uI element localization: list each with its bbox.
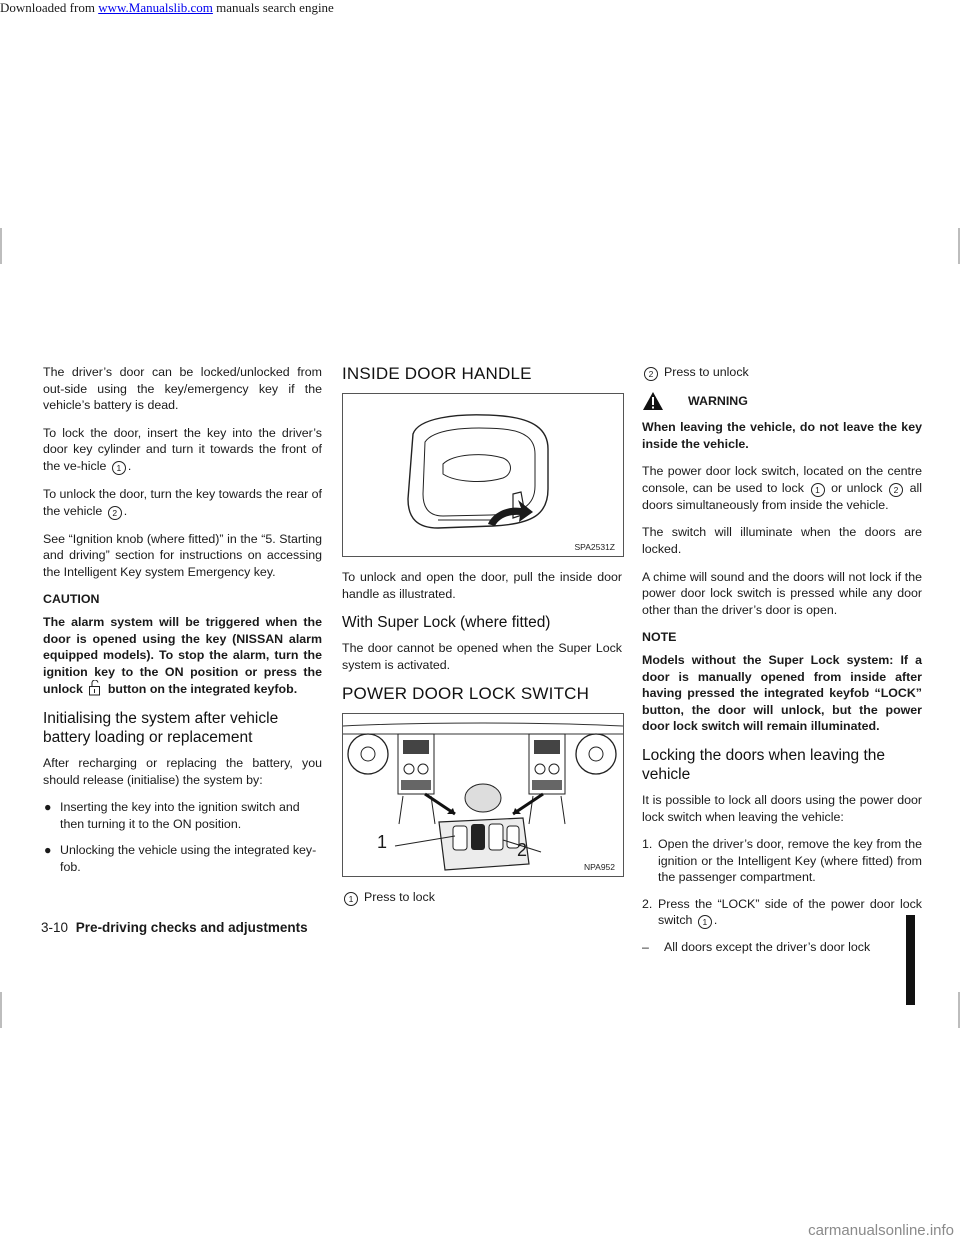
unlock-key-icon <box>88 680 102 696</box>
page-number: 3-10 <box>41 920 69 935</box>
door-handle-illustration <box>343 394 623 556</box>
header-prefix: Downloaded from <box>0 0 99 15</box>
section-heading: INSIDE DOOR HANDLE <box>342 364 532 383</box>
list-item: 1. Open the driver’s door, remove the key from the ignition or the Intelligent Key (where fitted) from the passenger compartment. <box>642 837 922 885</box>
caution-title: CAUTION <box>43 592 100 607</box>
marker-1-icon: 1 <box>811 483 825 497</box>
chapter-title: Pre-driving checks and adjustments <box>75 920 308 935</box>
list-item: ● Inserting the key into the ignition switch and then turning it to the ON position. <box>44 800 300 831</box>
paragraph: To lock the door, insert the key into the driver’s door key cylinder and turn it towards the front of the ve-hicle 1 . <box>43 425 322 473</box>
figure-code: SPA2531Z <box>574 542 615 552</box>
paragraph: The switch will illuminate when the doors are locked. <box>642 525 922 556</box>
section-heading: POWER DOOR LOCK SWITCH <box>342 684 590 704</box>
section-subheading: Locking the doors when leaving the vehicle <box>642 746 885 783</box>
paragraph: A chime will sound and the doors will not lock if the power door lock switch is pressed while any door other than the driver’s door is open. <box>642 569 922 617</box>
figure-code: NPA952 <box>583 862 615 873</box>
header-suffix: manuals search engine <box>212 0 334 15</box>
manualslib-link[interactable]: www.Manualslib.com <box>98 0 213 15</box>
list-item: 2. Press the “LOCK” side of the power door lock switch 1 . <box>642 896 922 928</box>
warning-text: When leaving the vehicle, do not leave the key inside the vehicle. <box>642 420 922 451</box>
section-subheading: Initialising the system after vehicle battery loading or replacement <box>43 709 279 746</box>
paragraph: The driver’s door can be locked/unlocked from out-side using the key/emergency key if the vehicle’s battery is dead. <box>43 365 322 413</box>
marker-1-icon: 1 <box>112 461 126 475</box>
figure-caption: 1 Press to lock <box>342 889 622 906</box>
paragraph: The door cannot be opened when the Super Lock system is activated. <box>342 641 622 672</box>
column-right <box>642 364 922 966</box>
paragraph: See “Ignition knob (where fitted)” in the “5. Starting and driving” section for instructions on accessing the Intelligent Key system Emergency key. <box>43 531 322 579</box>
figure-inside-door-handle <box>342 393 624 557</box>
list-item: – All doors except the driver’s door lock <box>642 940 871 955</box>
paragraph: To unlock the door, turn the key towards the rear of the vehicle 2 . <box>43 486 322 518</box>
marker-1-icon: 1 <box>698 915 712 929</box>
download-header <box>0 0 960 16</box>
column-middle <box>342 364 622 916</box>
crop-mark <box>0 228 2 264</box>
warning-label: WARNING <box>688 394 748 408</box>
paragraph: After recharging or replacing the battery, you should release (initialise) the system by: <box>43 755 322 787</box>
paragraph: To unlock and open the door, pull the inside door handle as illustrated. <box>342 570 622 601</box>
marker-2-icon: 2 <box>889 483 903 497</box>
paragraph: It is possible to lock all doors using the power door lock switch when leaving the vehicle: <box>642 792 922 824</box>
caution-text: The alarm system will be triggered when the door is opened using the key (NISSAN alarm equipped models). To stop the alarm, turn the ignition key to the ON position or press the unlock button on the integrated keyfob. <box>43 614 322 697</box>
figure-label-1: 1 <box>377 832 388 853</box>
note-title: NOTE <box>642 630 677 645</box>
bullet-icon: ● <box>44 843 52 858</box>
figure-caption: 2 Press to unlock <box>642 364 922 381</box>
section-subheading: With Super Lock (where fitted) <box>342 614 551 632</box>
page-footer <box>41 920 308 935</box>
note-text: Models without the Super Lock system: If a door is manually opened from inside after having pressed the integrated keyfob “LOCK” button, the door will unlock, but the power door lock switch will remain illuminated. <box>642 652 922 734</box>
crop-mark <box>0 992 2 1028</box>
column-left <box>43 364 322 885</box>
warning-icon <box>642 391 664 411</box>
watermark: carmanualsonline.info <box>808 1222 954 1239</box>
list-item: ● Unlocking the vehicle using the integrated key-fob. <box>44 843 317 874</box>
marker-2-icon: 2 <box>108 506 122 520</box>
marker-2-icon: 2 <box>644 367 658 381</box>
warning-header <box>642 391 922 411</box>
thumb-tab <box>906 915 915 1005</box>
figure-label-2: 2 <box>517 840 528 861</box>
figure-power-door-lock-switch <box>342 713 624 877</box>
bullet-icon: ● <box>44 800 52 815</box>
paragraph: The power door lock switch, located on the centre console, can be used to lock 1 or unlock 2 all doors simultaneously from inside the vehicle. <box>642 464 922 512</box>
marker-1-icon: 1 <box>344 892 358 906</box>
